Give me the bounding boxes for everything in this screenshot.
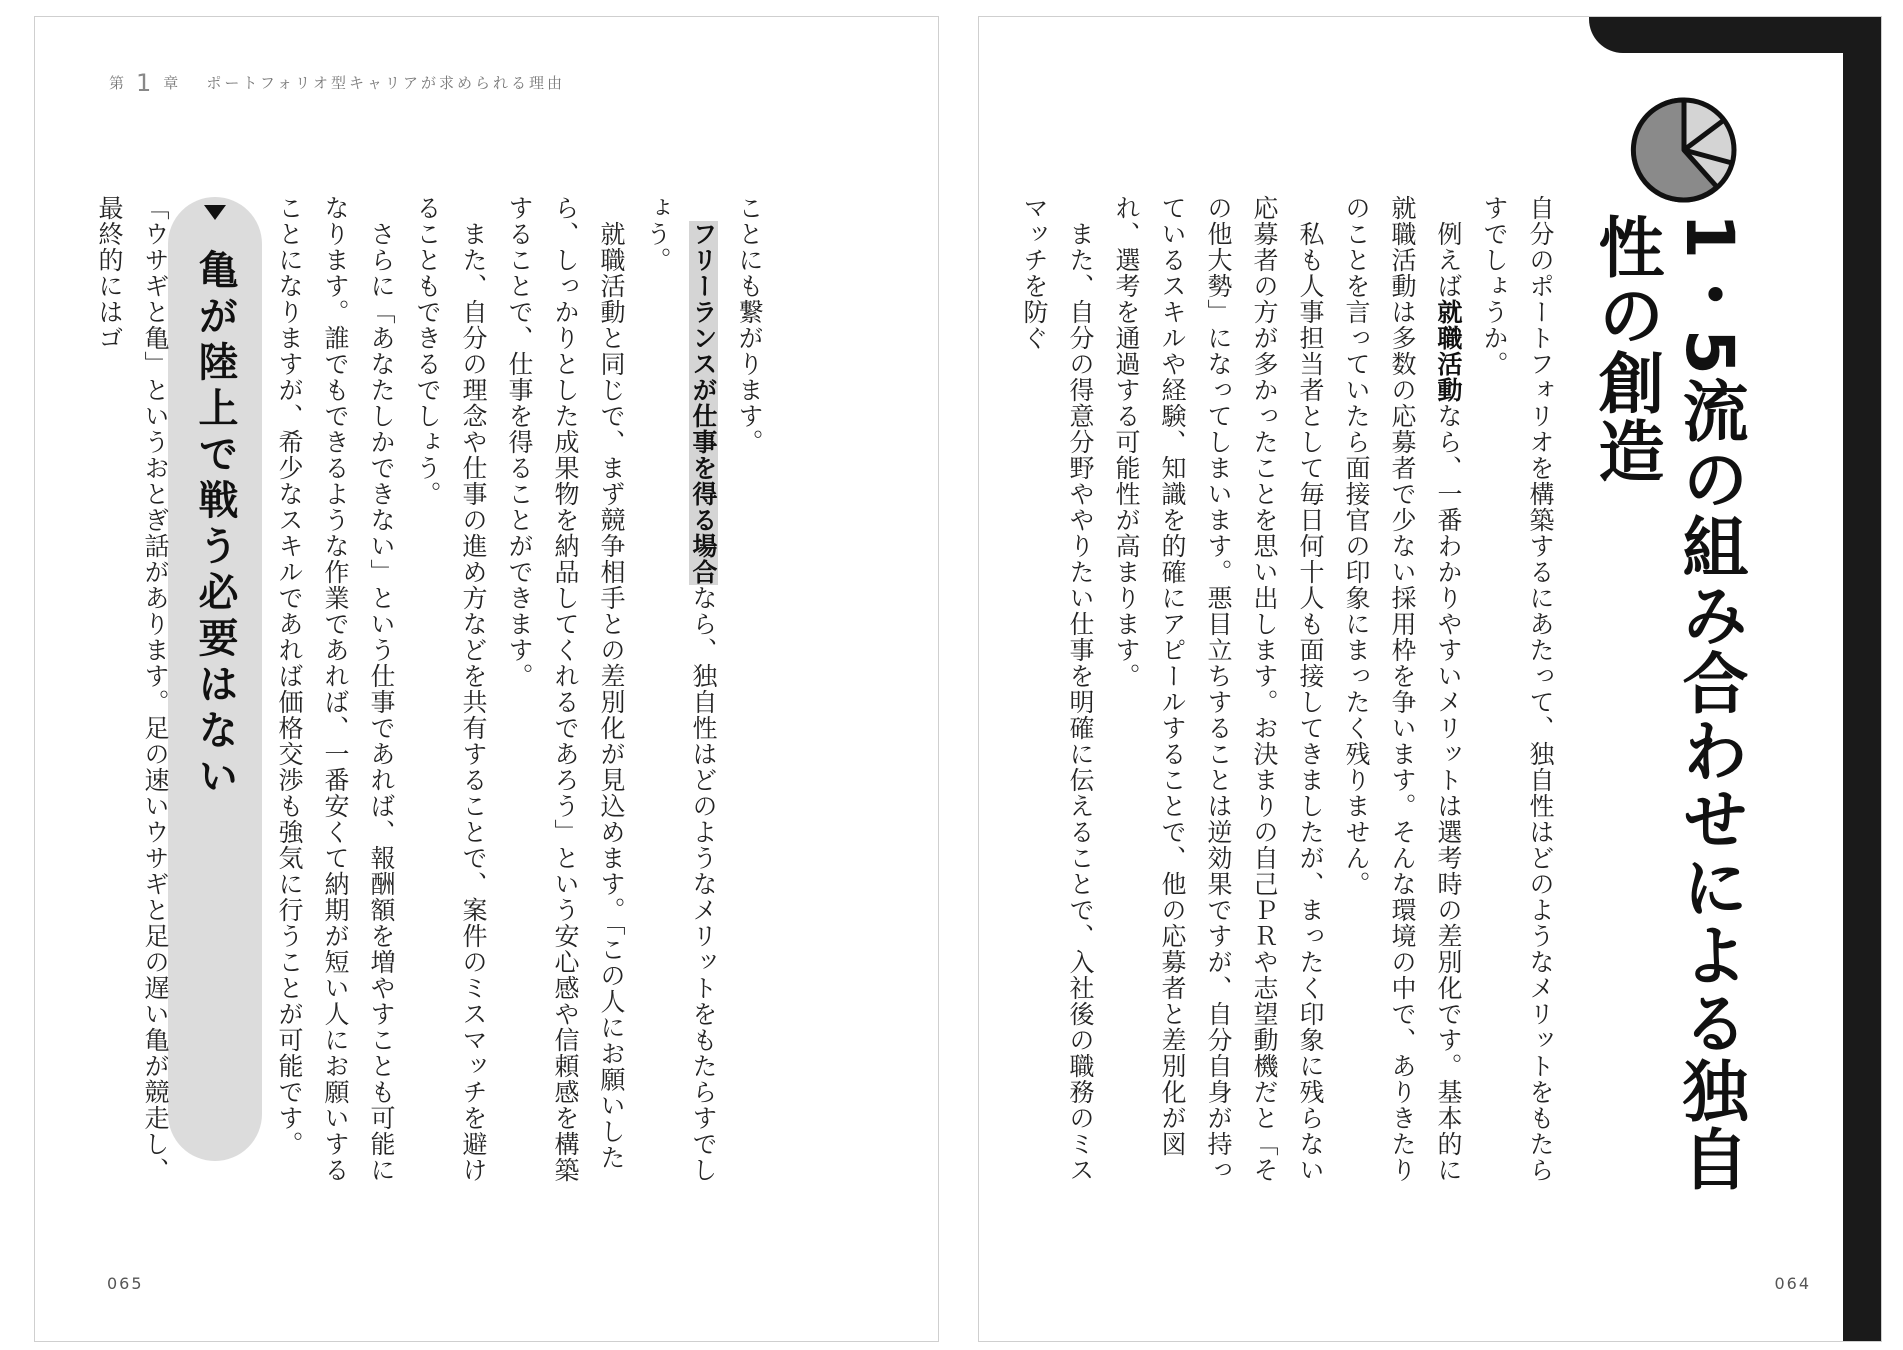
text-run: なら、独自性はどのようなメリットをもたらすでしょう。 bbox=[643, 195, 718, 1183]
pie-chart-icon bbox=[1629, 95, 1739, 205]
triangle-marker-icon bbox=[204, 205, 226, 220]
bold-phrase: 就職活動 bbox=[1434, 299, 1463, 403]
chapter-number: 1 bbox=[136, 69, 154, 97]
bold-phrase: フリーランスが仕事を得る場合 bbox=[689, 221, 718, 585]
text-run: また、自分の理念や仕事の進め方などを共有することで、案件のミスマッチを避けることもできるでしょう。 bbox=[413, 195, 488, 1183]
section-title: 1・5流の組み合わせによる独自性の創造 bbox=[1587, 213, 1748, 1193]
text-run: さらに「あなたしかできない」という仕事であれば、報酬額を増やすことも可能になります。誰でもできるような作業であれば、一番安くて納期が短い人にお願いすることになりますが、希少なスキルであれば価格交渉も強気に行うことが可能です。 bbox=[275, 195, 396, 1183]
paragraph bbox=[1471, 195, 1563, 1205]
left-tail-paragraph bbox=[95, 195, 178, 1205]
subheading-text: 亀が陸上で戦う必要はない bbox=[192, 249, 238, 801]
chapter-tab-side bbox=[1843, 17, 1881, 1342]
text-run: 自分のポートフォリオを構築するにあたって、独自性はどのようなメリットをもたらすでしょうか。 bbox=[1480, 195, 1555, 1183]
right-body-text bbox=[1020, 195, 1563, 1205]
text-run: 就職活動と同じで、まず競争相手との差別化が見込めます。「この人にお願いしたら、しっかりとした成果物を納品してくれるであろう」という安心感や信頼感を構築することで、仕事を得ることができます。 bbox=[505, 195, 626, 1183]
chapter-header bbox=[109, 69, 565, 97]
paragraph bbox=[496, 195, 634, 1205]
paragraph bbox=[1103, 195, 1333, 1205]
paragraph bbox=[1011, 195, 1103, 1205]
left-page bbox=[34, 16, 939, 1342]
chapter-suffix: 章 bbox=[163, 74, 181, 92]
paragraph bbox=[266, 195, 404, 1205]
page-number: 064 bbox=[1774, 1274, 1811, 1293]
chapter-prefix: 第 bbox=[109, 74, 127, 92]
page-number: 065 bbox=[107, 1274, 144, 1293]
text-run: 例えば bbox=[1434, 221, 1463, 299]
text-run: ことにも繋がります。 bbox=[735, 195, 764, 455]
chapter-tab-top bbox=[1589, 17, 1882, 53]
paragraph bbox=[634, 195, 726, 1205]
text-run: なら、一番わかりやすいメリットは選考時の差別化です。基本的に就職活動は多数の応募者で少ない採用枠を争います。そんな環境の中で、ありきたりのことを言っていたら面接官の印象にまったく残りません。 bbox=[1342, 195, 1463, 1183]
subheading-box bbox=[168, 197, 262, 1161]
paragraph bbox=[726, 195, 772, 1205]
left-body-text bbox=[192, 195, 772, 1205]
right-page bbox=[978, 16, 1882, 1342]
paragraph bbox=[404, 195, 496, 1205]
chapter-title: ポートフォリオ型キャリアが求められる理由 bbox=[206, 74, 565, 92]
text-run: 私も人事担当者として毎日何十人も面接してきましたが、まったく印象に残らない応募者の方が多かったことを思い出します。お決まりの自己ＰＲや志望動機だと「その他大勢」になってしまいます。悪目立ちすることは逆効果ですが、自分自身が持っているスキルや経験、知識を的確にアピールすることで、他の応募者と差別化が図れ、選考を通過する可能性が高まります。 bbox=[1112, 195, 1325, 1183]
paragraph bbox=[1333, 195, 1471, 1205]
paragraph: 「ウサギと亀」というおとぎ話があります。足の速いウサギと足の遅い亀が競走し、最終的にはゴ bbox=[95, 195, 170, 1183]
text-run: また、自分の得意分野ややりたい仕事を明確に伝えることで、入社後の職務のミスマッチを防ぐ bbox=[1020, 195, 1095, 1183]
